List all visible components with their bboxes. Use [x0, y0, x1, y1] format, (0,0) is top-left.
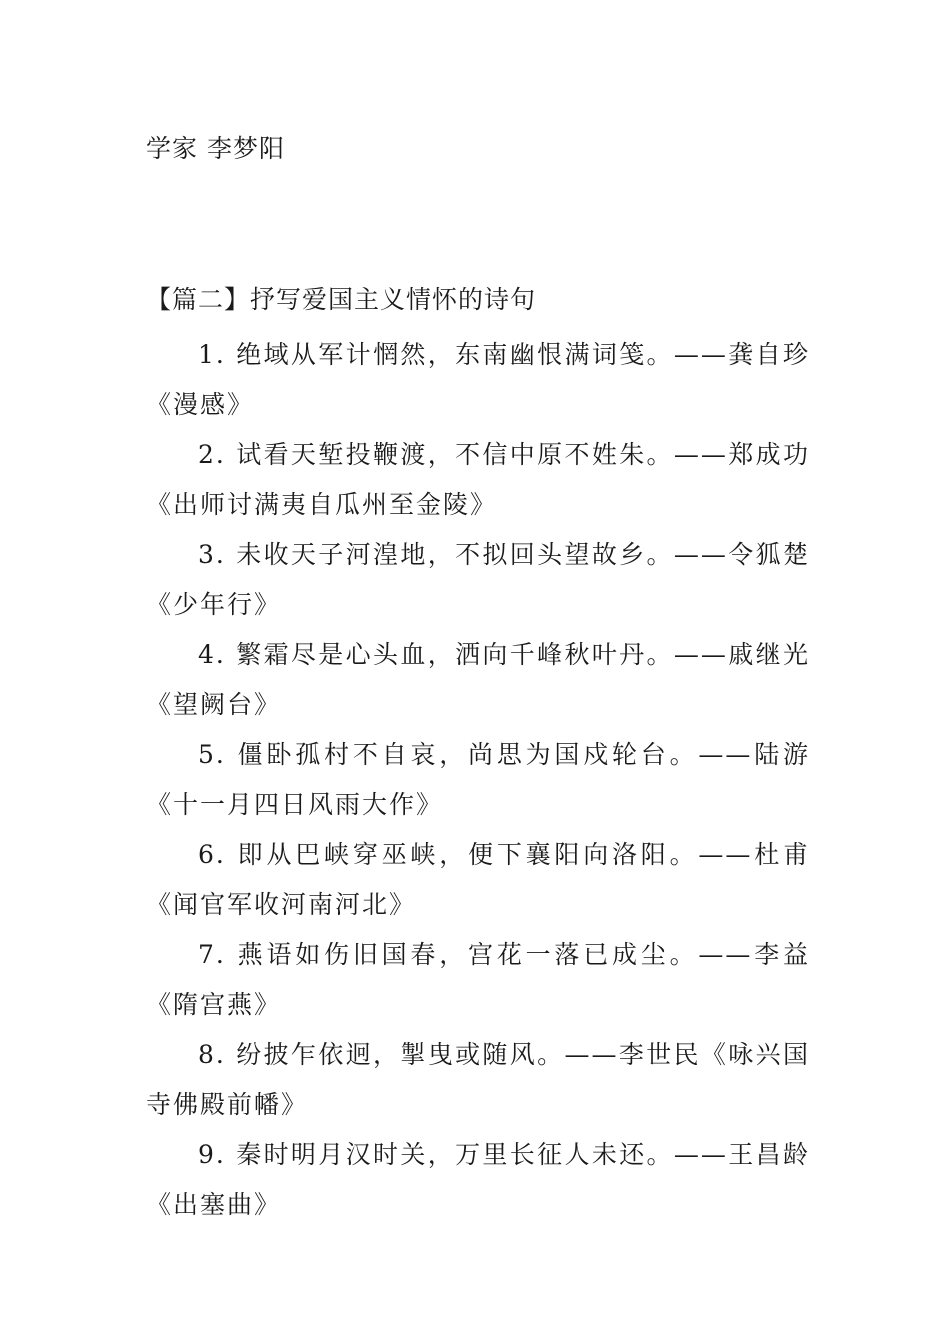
poem-text: 绝域从军计惘然，东南幽恨满词笺。——龚自珍《漫感》 — [146, 340, 810, 419]
poem-number: 8. — [198, 1040, 226, 1069]
poem-text: 纷披乍依迥，掣曳或随风。——李世民《咏兴国寺佛殿前幡》 — [146, 1040, 810, 1119]
carry-over-text: 学家 李梦阳 — [146, 134, 285, 163]
poem-number: 9. — [198, 1140, 226, 1169]
poem-item-1 — [146, 330, 810, 430]
poem-number: 3. — [198, 540, 226, 569]
poem-number: 5. — [198, 740, 226, 769]
poem-text: 僵卧孤村不自哀，尚思为国戍轮台。——陆游《十一月四日风雨大作》 — [146, 740, 810, 819]
poem-item-5 — [146, 730, 810, 830]
poem-number: 7. — [198, 940, 226, 969]
poem-number: 6. — [198, 840, 226, 869]
poem-text: 繁霜尽是心头血，洒向千峰秋叶丹。——戚继光《望阙台》 — [146, 640, 810, 719]
section-title: 【篇二】抒写爱国主义情怀的诗句 — [146, 285, 537, 314]
poem-item-9 — [146, 1130, 810, 1230]
poem-number: 2. — [198, 440, 226, 469]
poem-text: 试看天堑投鞭渡，不信中原不姓朱。——郑成功《出师讨满夷自瓜州至金陵》 — [146, 440, 810, 519]
poem-number: 1. — [198, 340, 226, 369]
poem-text: 秦时明月汉时关，万里长征人未还。——王昌龄《出塞曲》 — [146, 1140, 810, 1219]
poem-list — [146, 330, 810, 1230]
poem-number: 4. — [198, 640, 226, 669]
poem-text: 燕语如伤旧国春，宫花一落已成尘。——李益《隋宫燕》 — [146, 940, 810, 1019]
poem-item-3 — [146, 530, 810, 630]
poem-item-6 — [146, 830, 810, 930]
poem-item-2 — [146, 430, 810, 530]
poem-item-4 — [146, 630, 810, 730]
poem-item-8 — [146, 1030, 810, 1130]
poem-text: 未收天子河湟地，不拟回头望故乡。——令狐楚《少年行》 — [146, 540, 810, 619]
poem-item-7 — [146, 930, 810, 1030]
poem-text: 即从巴峡穿巫峡，便下襄阳向洛阳。——杜甫《闻官军收河南河北》 — [146, 840, 810, 919]
